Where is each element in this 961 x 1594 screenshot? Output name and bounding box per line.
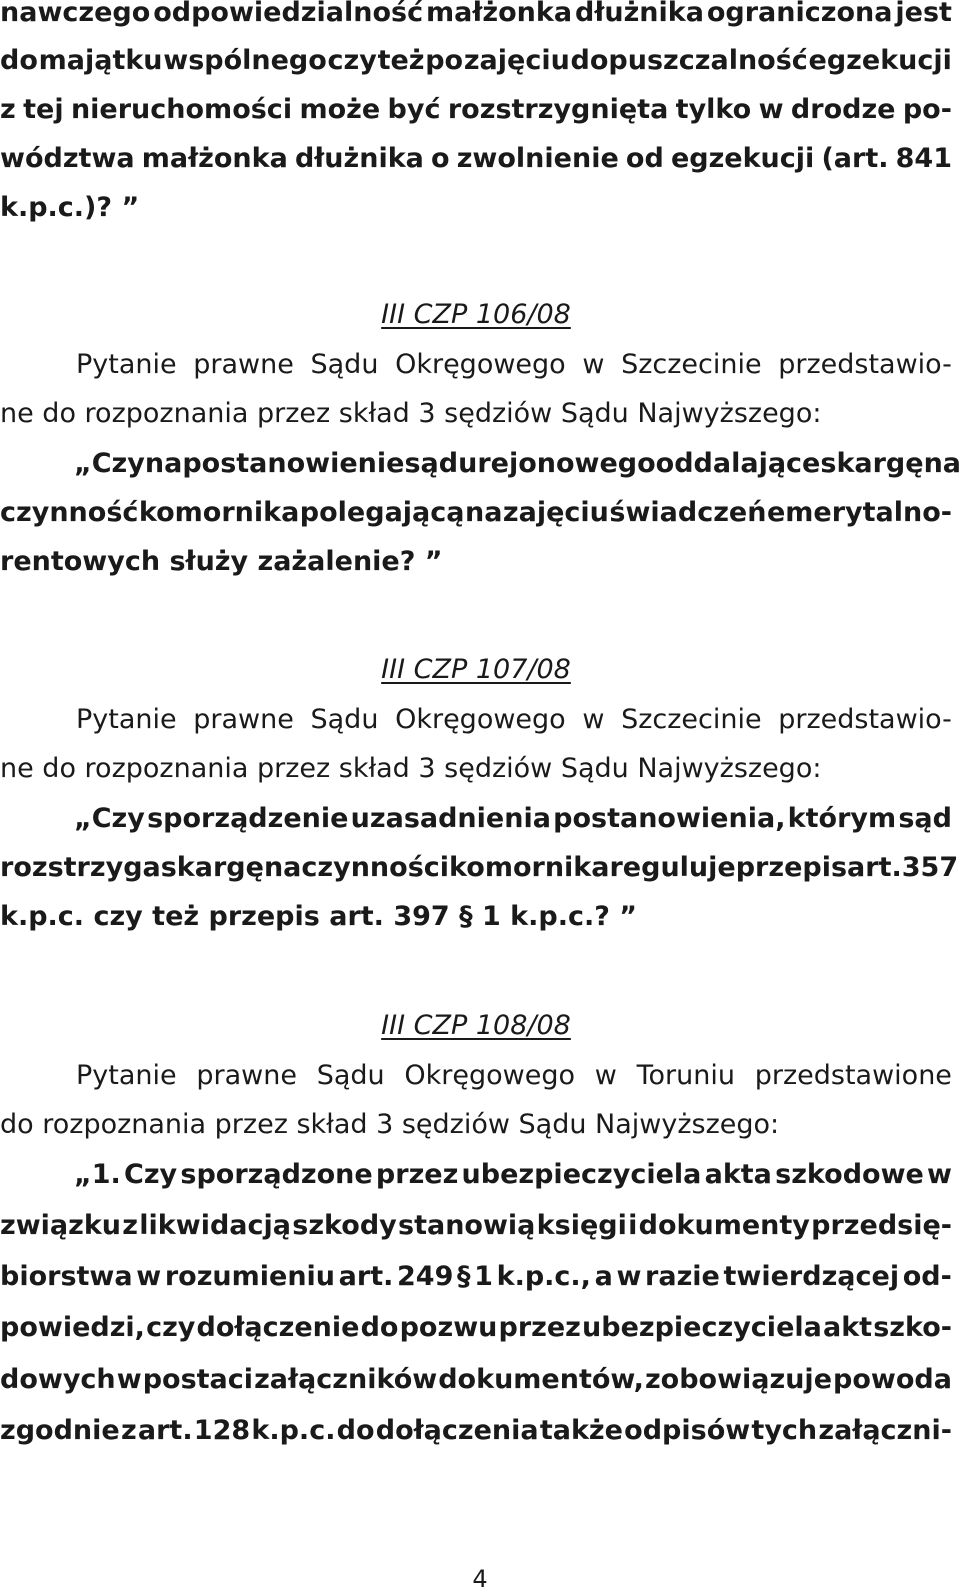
case-intro-line-2: ne do rozpoznania przez skład 3 sędziów Sądu Najwyższego: <box>0 753 822 784</box>
case-number-text: III CZP 106/08 <box>381 299 571 330</box>
case-number-text: III CZP 108/08 <box>381 1010 571 1041</box>
case-intro-line-1: Pytanie prawne Sądu Okręgowego w Toruniu przedstawione <box>76 1060 952 1091</box>
case-number-text: III CZP 107/08 <box>381 654 571 685</box>
case-question-line-1: „Czy sporządzenie uzasadnienia postanowienia, którym sąd <box>74 803 952 834</box>
case-question-line-2: związku z likwidacją szkody stanowią księgi i dokumenty przedsię- <box>0 1210 952 1241</box>
case-number <box>0 295 952 335</box>
case-question-line-3: rentowych służy zażalenie? ” <box>0 546 443 577</box>
case-question-line-2: czynność komornika polegającą na zajęciu świadczeń emerytalno- <box>0 497 952 528</box>
case-number <box>0 1006 952 1046</box>
prev-question-line-2: do majątku wspólnego czy też po zajęciu dopuszczalność egzekucji <box>0 45 952 76</box>
case-question-line-4: powiedzi, czy dołączenie do pozwu przez ubezpieczyciela akt szko- <box>0 1312 952 1343</box>
prev-question-line-4: wództwa małżonka dłużnika o zwolnienie od egzekucji (art. 841 <box>0 143 952 174</box>
case-question-line-2: rozstrzyga skargę na czynności komornika reguluje przepis art. 357 <box>0 852 959 883</box>
prev-question-line-3: z tej nieruchomości może być rozstrzygnięta tylko w drodze po- <box>0 94 952 125</box>
case-question-line-5: dowych w postaci załączników dokumentów, zobowiązuje powoda <box>0 1364 952 1395</box>
case-intro-line-2: do rozpoznania przez skład 3 sędziów Sądu Najwyższego: <box>0 1109 780 1140</box>
case-question-line-3: biorstwa w rozumieniu art. 249 § 1 k.p.c., a w razie twierdzącej od- <box>0 1261 952 1292</box>
page-number: 4 <box>472 1565 488 1593</box>
case-intro-line-1: Pytanie prawne Sądu Okręgowego w Szczecinie przedstawio- <box>76 349 952 380</box>
prev-question-line-1: nawczego odpowiedzialność małżonka dłużnika ograniczona jest <box>0 0 952 28</box>
case-question-line-3: k.p.c. czy też przepis art. 397 § 1 k.p.c.? ” <box>0 901 638 932</box>
case-intro-line-2: ne do rozpoznania przez skład 3 sędziów Sądu Najwyższego: <box>0 398 822 429</box>
case-question-line-1: „1. Czy sporządzone przez ubezpieczyciela akta szkodowe w <box>74 1159 952 1190</box>
case-intro-line-1: Pytanie prawne Sądu Okręgowego w Szczecinie przedstawio- <box>76 704 952 735</box>
prev-question-line-5: k.p.c.)? ” <box>0 192 140 223</box>
case-number <box>0 650 952 690</box>
case-question-line-6: zgodnie z art. 128 k.p.c. do dołączenia także odpisów tych załączni- <box>0 1415 952 1446</box>
case-question-line-1: „Czy na postanowienie sądu rejonowego oddalające skargę na <box>74 448 961 479</box>
